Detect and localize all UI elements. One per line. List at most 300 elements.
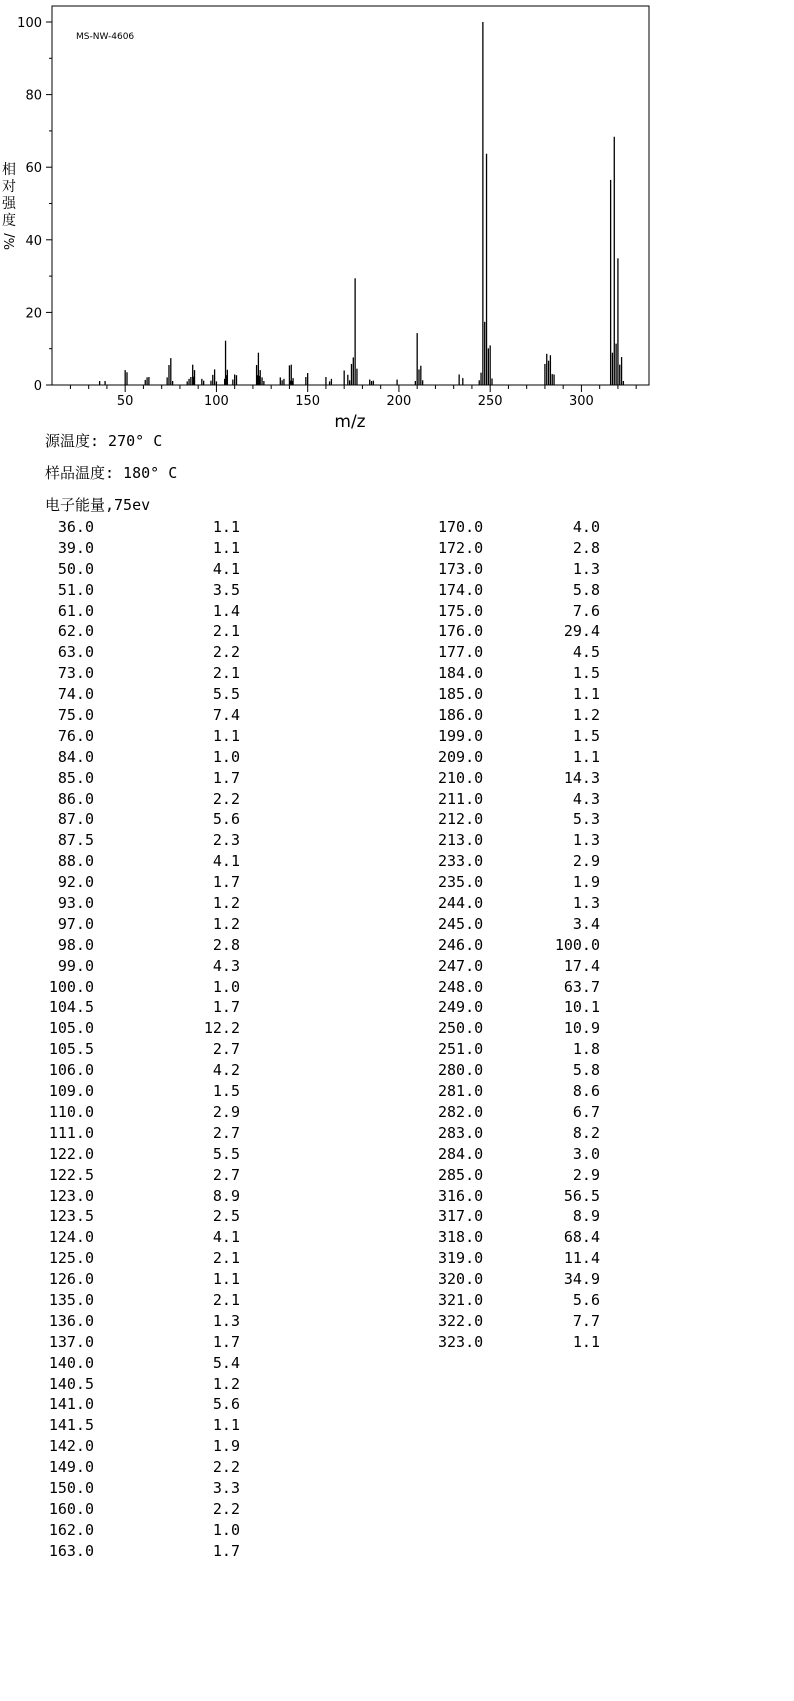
- mz-value: 137.0: [48, 1332, 94, 1351]
- abundance-value: 1.0: [212, 747, 240, 766]
- abundance-value: 5.8: [572, 1061, 600, 1080]
- mz-value: 76.0: [57, 726, 94, 745]
- mz-value: 173.0: [438, 559, 484, 578]
- mz-value: 75.0: [57, 706, 94, 725]
- mz-value: 124.0: [48, 1228, 94, 1247]
- abundance-value: 11.4: [563, 1249, 600, 1268]
- abundance-value: 1.2: [572, 706, 600, 725]
- table-row: [44, 935, 240, 956]
- mz-value: 163.0: [48, 1541, 94, 1560]
- mz-value: 74.0: [57, 685, 94, 704]
- plot-frame: [52, 6, 649, 385]
- mz-value: 73.0: [57, 664, 94, 683]
- peak-bars: [100, 22, 624, 385]
- table-row: [438, 1123, 608, 1144]
- abundance-value: 1.1: [212, 518, 240, 536]
- abundance-value: 4.1: [212, 852, 240, 871]
- table-row: [438, 935, 608, 956]
- y-label-char-3: 强: [2, 196, 16, 212]
- table-row: [44, 809, 240, 830]
- table-row: [44, 851, 240, 872]
- mz-value: 105.0: [48, 1019, 94, 1038]
- peak-table-right: [438, 517, 608, 1353]
- x-tick-label: 300: [569, 394, 594, 409]
- mz-value: 235.0: [438, 873, 484, 892]
- mz-value: 172.0: [438, 538, 484, 557]
- abundance-value: 1.1: [212, 1416, 240, 1435]
- mz-value: 321.0: [438, 1290, 484, 1309]
- table-row: [44, 1186, 240, 1207]
- x-tick-label: 250: [477, 394, 503, 409]
- table-row: [44, 893, 240, 914]
- mz-value: 280.0: [438, 1061, 484, 1080]
- table-row: [44, 1520, 240, 1541]
- mz-value: 176.0: [438, 622, 484, 641]
- table-row: [44, 1206, 240, 1227]
- table-row: [44, 1081, 240, 1102]
- x-axis-ticks: [70, 385, 636, 409]
- table-row: [44, 1039, 240, 1060]
- x-tick-label: 150: [295, 394, 321, 409]
- table-row: [438, 872, 608, 893]
- mz-value: 199.0: [438, 726, 484, 745]
- abundance-value: 2.1: [212, 1249, 240, 1268]
- mz-value: 97.0: [57, 914, 94, 933]
- table-row: [44, 705, 240, 726]
- table-row: [44, 726, 240, 747]
- mz-value: 247.0: [438, 956, 484, 975]
- table-row: [438, 517, 608, 538]
- abundance-value: 4.1: [212, 1228, 240, 1247]
- table-row: [44, 663, 240, 684]
- mz-value: 322.0: [438, 1311, 484, 1330]
- table-row: [438, 830, 608, 851]
- mz-value: 135.0: [48, 1290, 94, 1309]
- abundance-value: 12.2: [203, 1019, 240, 1038]
- abundance-value: 3.0: [572, 1144, 600, 1163]
- abundance-value: 1.1: [212, 1270, 240, 1289]
- peak-table-left: [44, 517, 240, 1562]
- abundance-value: 8.9: [212, 1186, 240, 1205]
- table-row: [438, 914, 608, 935]
- mz-value: 248.0: [438, 977, 484, 996]
- y-label-char-4: 度: [2, 213, 16, 229]
- table-row: [438, 1165, 608, 1186]
- table-row: [438, 663, 608, 684]
- mz-value: 177.0: [438, 643, 484, 662]
- abundance-value: 1.3: [572, 831, 600, 850]
- table-row: [438, 789, 608, 810]
- table-row: [44, 1374, 240, 1395]
- mz-value: 98.0: [57, 935, 94, 954]
- abundance-value: 4.5: [572, 643, 600, 662]
- abundance-value: 1.3: [572, 559, 600, 578]
- table-row: [438, 851, 608, 872]
- mz-value: 150.0: [48, 1478, 94, 1497]
- mz-value: 251.0: [438, 1040, 484, 1059]
- abundance-value: 1.1: [212, 538, 240, 557]
- abundance-value: 5.6: [212, 810, 240, 829]
- abundance-value: 1.5: [572, 664, 600, 683]
- mz-value: 87.5: [57, 831, 94, 850]
- table-row: [44, 956, 240, 977]
- mz-value: 36.0: [57, 518, 94, 536]
- table-row: [44, 1123, 240, 1144]
- table-row: [44, 1018, 240, 1039]
- table-row: [438, 956, 608, 977]
- mass-spectrum-chart: [0, 0, 794, 430]
- table-row: [438, 684, 608, 705]
- abundance-value: 2.2: [212, 643, 240, 662]
- abundance-value: 6.7: [572, 1102, 600, 1121]
- mz-value: 141.5: [48, 1416, 94, 1435]
- table-row: [438, 559, 608, 580]
- abundance-value: 1.9: [212, 1437, 240, 1456]
- table-row: [438, 1248, 608, 1269]
- mz-value: 285.0: [438, 1165, 484, 1184]
- table-row: [438, 726, 608, 747]
- abundance-value: 1.1: [572, 1332, 600, 1351]
- mz-value: 250.0: [438, 1019, 484, 1038]
- table-row: [44, 1102, 240, 1123]
- abundance-value: 34.9: [563, 1270, 600, 1289]
- table-row: [438, 893, 608, 914]
- abundance-value: 68.4: [563, 1228, 600, 1247]
- abundance-value: 1.2: [212, 894, 240, 913]
- table-row: [438, 1227, 608, 1248]
- mz-value: 106.0: [48, 1061, 94, 1080]
- mz-value: 162.0: [48, 1520, 94, 1539]
- abundance-value: 3.3: [212, 1478, 240, 1497]
- mz-value: 170.0: [438, 518, 484, 536]
- x-tick-label: 50: [116, 394, 134, 409]
- table-row: [438, 1332, 608, 1353]
- mz-value: 212.0: [438, 810, 484, 829]
- mz-value: 211.0: [438, 789, 484, 808]
- x-axis-label: m/z: [334, 412, 366, 430]
- table-row: [44, 1457, 240, 1478]
- abundance-value: 2.1: [212, 622, 240, 641]
- table-row: [44, 1144, 240, 1165]
- table-row: [438, 1290, 608, 1311]
- x-tick-label: 200: [386, 394, 412, 409]
- abundance-value: 1.9: [572, 873, 600, 892]
- mz-value: 126.0: [48, 1270, 94, 1289]
- table-row: [44, 1165, 240, 1186]
- abundance-value: 2.5: [212, 1207, 240, 1226]
- abundance-value: 7.6: [572, 601, 600, 620]
- abundance-value: 5.4: [212, 1353, 240, 1372]
- table-row: [44, 997, 240, 1018]
- table-row: [438, 1206, 608, 1227]
- y-tick-label: 20: [25, 306, 42, 322]
- y-label-char-2: 对: [2, 179, 16, 195]
- table-row: [438, 1311, 608, 1332]
- abundance-value: 1.1: [572, 685, 600, 704]
- abundance-value: 4.1: [212, 559, 240, 578]
- abundance-value: 17.4: [563, 956, 600, 975]
- abundance-value: 1.3: [212, 1311, 240, 1330]
- mz-value: 92.0: [57, 873, 94, 892]
- table-row: [438, 1039, 608, 1060]
- abundance-value: 1.4: [212, 601, 240, 620]
- abundance-value: 3.4: [572, 914, 600, 933]
- sample-temperature: 样品温度: 180° C: [45, 464, 178, 482]
- mz-value: 39.0: [57, 538, 94, 557]
- mz-value: 185.0: [438, 685, 484, 704]
- y-label-unit: %/: [3, 233, 18, 250]
- mz-value: 111.0: [48, 1123, 94, 1142]
- abundance-value: 3.5: [212, 580, 240, 599]
- abundance-value: 1.3: [572, 894, 600, 913]
- abundance-value: 1.0: [212, 1520, 240, 1539]
- table-row: [438, 1144, 608, 1165]
- mz-value: 174.0: [438, 580, 484, 599]
- table-row: [44, 768, 240, 789]
- abundance-value: 1.7: [212, 768, 240, 787]
- mz-value: 140.5: [48, 1374, 94, 1393]
- table-row: [44, 1332, 240, 1353]
- abundance-value: 1.0: [212, 977, 240, 996]
- abundance-value: 1.8: [572, 1040, 600, 1059]
- abundance-value: 100.0: [554, 935, 600, 954]
- table-row: [438, 768, 608, 789]
- abundance-value: 8.2: [572, 1123, 600, 1142]
- abundance-value: 1.7: [212, 998, 240, 1017]
- abundance-value: 1.5: [212, 1082, 240, 1101]
- mz-value: 140.0: [48, 1353, 94, 1372]
- table-row: [438, 1269, 608, 1290]
- table-row: [438, 1018, 608, 1039]
- mz-value: 316.0: [438, 1186, 484, 1205]
- abundance-value: 2.2: [212, 1499, 240, 1518]
- abundance-value: 2.2: [212, 789, 240, 808]
- mz-value: 105.5: [48, 1040, 94, 1059]
- mz-value: 319.0: [438, 1249, 484, 1268]
- table-row: [44, 1541, 240, 1562]
- mz-value: 63.0: [57, 643, 94, 662]
- abundance-value: 56.5: [563, 1186, 600, 1205]
- abundance-value: 4.0: [572, 518, 600, 536]
- mz-value: 86.0: [57, 789, 94, 808]
- table-row: [438, 705, 608, 726]
- table-row: [44, 684, 240, 705]
- abundance-value: 4.2: [212, 1061, 240, 1080]
- table-row: [438, 747, 608, 768]
- mz-value: 184.0: [438, 664, 484, 683]
- table-row: [44, 1499, 240, 1520]
- abundance-value: 8.6: [572, 1082, 600, 1101]
- table-row: [44, 1394, 240, 1415]
- abundance-value: 2.8: [572, 538, 600, 557]
- mz-value: 320.0: [438, 1270, 484, 1289]
- mz-value: 249.0: [438, 998, 484, 1017]
- mz-value: 123.5: [48, 1207, 94, 1226]
- table-row: [438, 809, 608, 830]
- mz-value: 122.0: [48, 1144, 94, 1163]
- abundance-value: 1.2: [212, 914, 240, 933]
- mz-value: 149.0: [48, 1458, 94, 1477]
- mz-value: 87.0: [57, 810, 94, 829]
- mz-value: 318.0: [438, 1228, 484, 1247]
- mz-value: 85.0: [57, 768, 94, 787]
- abundance-value: 1.1: [572, 747, 600, 766]
- abundance-value: 2.3: [212, 831, 240, 850]
- mz-value: 281.0: [438, 1082, 484, 1101]
- mz-value: 244.0: [438, 894, 484, 913]
- table-row: [44, 1436, 240, 1457]
- table-row: [44, 580, 240, 601]
- table-row: [44, 1478, 240, 1499]
- abundance-value: 5.5: [212, 685, 240, 704]
- table-row: [44, 517, 240, 538]
- abundance-value: 8.9: [572, 1207, 600, 1226]
- abundance-value: 2.8: [212, 935, 240, 954]
- table-row: [44, 1353, 240, 1374]
- table-row: [438, 601, 608, 622]
- mz-value: 142.0: [48, 1437, 94, 1456]
- table-row: [44, 601, 240, 622]
- y-axis-ticks: [17, 16, 52, 394]
- mz-value: 246.0: [438, 935, 484, 954]
- abundance-value: 5.3: [572, 810, 600, 829]
- table-row: [44, 789, 240, 810]
- table-row: [44, 1415, 240, 1436]
- mz-value: 88.0: [57, 852, 94, 871]
- mz-value: 136.0: [48, 1311, 94, 1330]
- y-label-char-1: 相: [2, 162, 16, 178]
- mz-value: 93.0: [57, 894, 94, 913]
- table-row: [44, 1227, 240, 1248]
- y-tick-label: 80: [25, 88, 42, 104]
- abundance-value: 1.7: [212, 1332, 240, 1351]
- table-row: [44, 1269, 240, 1290]
- abundance-value: 2.2: [212, 1458, 240, 1477]
- mz-value: 61.0: [57, 601, 94, 620]
- table-row: [438, 642, 608, 663]
- table-row: [438, 1060, 608, 1081]
- mz-value: 141.0: [48, 1395, 94, 1414]
- mz-value: 284.0: [438, 1144, 484, 1163]
- y-tick-label: 100: [17, 16, 42, 31]
- mz-value: 213.0: [438, 831, 484, 850]
- abundance-value: 1.7: [212, 873, 240, 892]
- abundance-value: 5.8: [572, 580, 600, 599]
- table-row: [44, 559, 240, 580]
- mz-value: 109.0: [48, 1082, 94, 1101]
- table-row: [438, 621, 608, 642]
- mz-value: 84.0: [57, 747, 94, 766]
- y-tick-label: 0: [33, 379, 42, 394]
- mz-value: 51.0: [57, 580, 94, 599]
- mz-value: 233.0: [438, 852, 484, 871]
- abundance-value: 2.7: [212, 1040, 240, 1059]
- table-row: [438, 1102, 608, 1123]
- y-tick-label: 60: [25, 161, 42, 177]
- mz-value: 209.0: [438, 747, 484, 766]
- table-row: [44, 1248, 240, 1269]
- table-row: [44, 872, 240, 893]
- table-row: [44, 747, 240, 768]
- abundance-value: 7.7: [572, 1311, 600, 1330]
- table-row: [44, 642, 240, 663]
- abundance-value: 2.9: [212, 1102, 240, 1121]
- mz-value: 122.5: [48, 1165, 94, 1184]
- table-row: [44, 538, 240, 559]
- abundance-value: 7.4: [212, 706, 240, 725]
- mz-value: 186.0: [438, 706, 484, 725]
- abundance-value: 2.7: [212, 1165, 240, 1184]
- abundance-value: 1.1: [212, 726, 240, 745]
- table-row: [44, 914, 240, 935]
- abundance-value: 4.3: [212, 956, 240, 975]
- y-tick-label: 40: [25, 233, 42, 249]
- abundance-value: 2.9: [572, 852, 600, 871]
- abundance-value: 4.3: [572, 789, 600, 808]
- mz-value: 110.0: [48, 1102, 94, 1121]
- table-row: [44, 977, 240, 998]
- abundance-value: 2.7: [212, 1123, 240, 1142]
- mz-value: 100.0: [48, 977, 94, 996]
- abundance-value: 5.5: [212, 1144, 240, 1163]
- mz-value: 323.0: [438, 1332, 484, 1351]
- electron-energy: 电子能量,75ev: [45, 496, 151, 514]
- mz-value: 283.0: [438, 1123, 484, 1142]
- mz-value: 123.0: [48, 1186, 94, 1205]
- table-row: [44, 1060, 240, 1081]
- y-axis-label: [2, 161, 18, 250]
- abundance-value: 1.5: [572, 726, 600, 745]
- table-row: [438, 997, 608, 1018]
- mz-value: 99.0: [57, 956, 94, 975]
- mz-value: 282.0: [438, 1102, 484, 1121]
- abundance-value: 1.2: [212, 1374, 240, 1393]
- table-row: [44, 830, 240, 851]
- x-tick-label: 100: [204, 394, 229, 409]
- abundance-value: 2.9: [572, 1165, 600, 1184]
- sample-id-label: MS-NW-4606: [76, 32, 135, 42]
- mz-value: 125.0: [48, 1249, 94, 1268]
- table-row: [438, 977, 608, 998]
- abundance-value: 29.4: [563, 622, 600, 641]
- table-row: [44, 621, 240, 642]
- mz-value: 62.0: [57, 622, 94, 641]
- abundance-value: 5.6: [572, 1290, 600, 1309]
- abundance-value: 5.6: [212, 1395, 240, 1414]
- table-row: [438, 1186, 608, 1207]
- mz-value: 175.0: [438, 601, 484, 620]
- table-row: [44, 1311, 240, 1332]
- mz-value: 210.0: [438, 768, 484, 787]
- source-temperature: 源温度: 270° C: [45, 432, 163, 450]
- mz-value: 160.0: [48, 1499, 94, 1518]
- abundance-value: 2.1: [212, 1290, 240, 1309]
- mz-value: 104.5: [48, 998, 94, 1017]
- abundance-value: 10.9: [563, 1019, 600, 1038]
- table-row: [438, 580, 608, 601]
- abundance-value: 63.7: [563, 977, 600, 996]
- abundance-value: 14.3: [563, 768, 600, 787]
- abundance-value: 10.1: [563, 998, 600, 1017]
- mz-value: 317.0: [438, 1207, 484, 1226]
- mz-value: 245.0: [438, 914, 484, 933]
- abundance-value: 2.1: [212, 664, 240, 683]
- table-row: [438, 538, 608, 559]
- table-row: [438, 1081, 608, 1102]
- mz-value: 50.0: [57, 559, 94, 578]
- abundance-value: 1.7: [212, 1541, 240, 1560]
- table-row: [44, 1290, 240, 1311]
